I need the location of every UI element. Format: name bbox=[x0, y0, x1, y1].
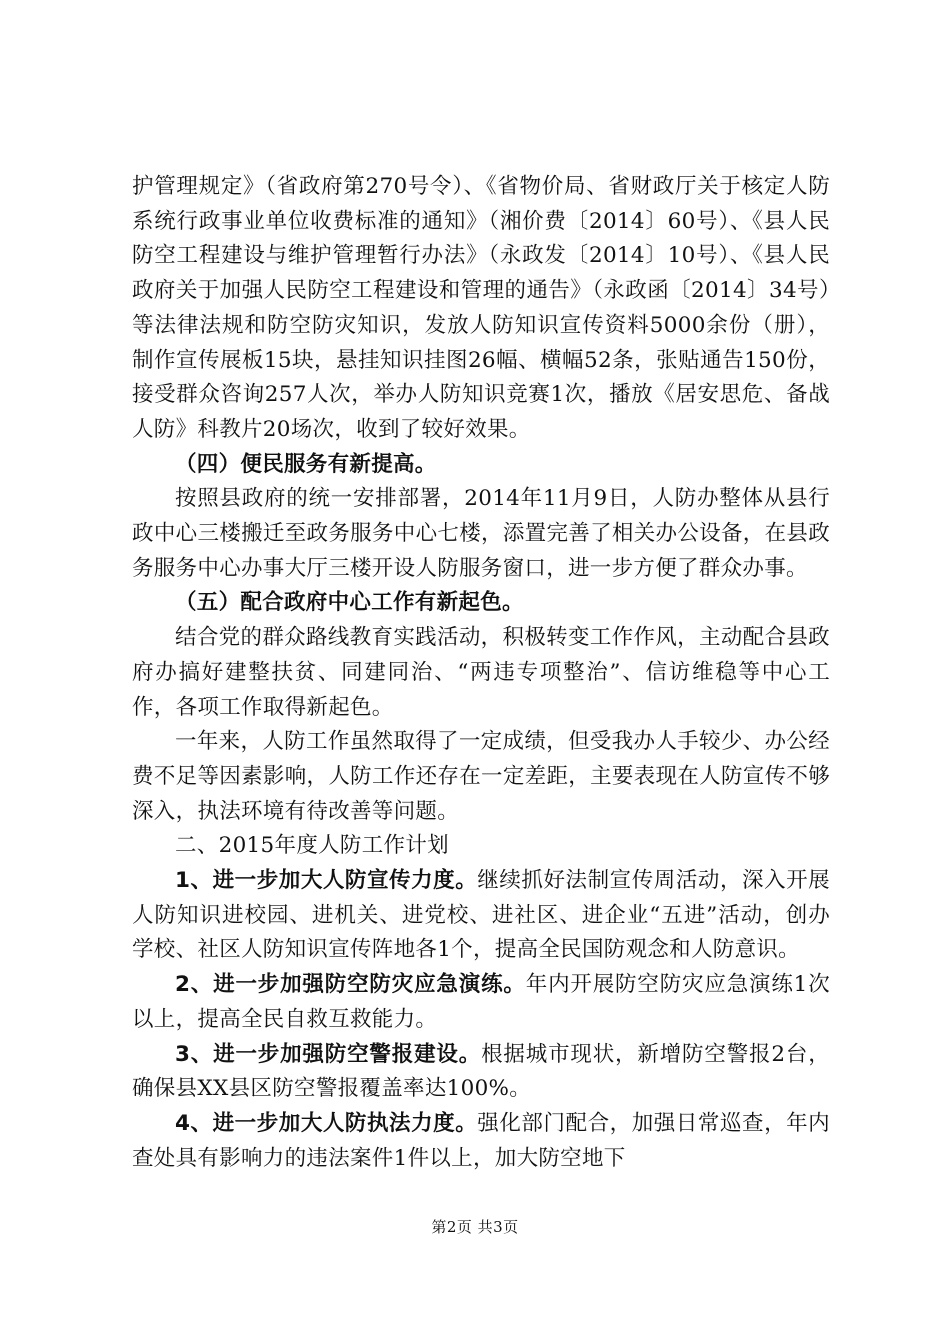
section-heading-2015-plan bbox=[132, 829, 830, 864]
plan-item-text: 强化部门配合，加强日常巡查，年内查处具有影响力的违法案件1件以上，加大防空地下 bbox=[132, 1110, 830, 1171]
subheading-text: （四）便民服务有新提高。 bbox=[175, 451, 437, 477]
document-body bbox=[132, 170, 830, 1176]
plan-item-4 bbox=[132, 1107, 830, 1176]
subheading-government-work bbox=[132, 586, 830, 621]
paragraph-text: 结合党的群众路线教育实践活动，积极转变工作作风，主动配合县政府办搞好建整扶贫、同建同治、“两违专项整治”、信访维稳等中心工作，各项工作取得新起色。 bbox=[132, 625, 830, 720]
plan-item-2 bbox=[132, 968, 830, 1037]
plan-item-text: 根据城市现状，新增防空警报2台，确保县XX县区防空警报覆盖率达100%。 bbox=[132, 1041, 830, 1102]
plan-item-3 bbox=[132, 1038, 830, 1107]
paragraph-continuation bbox=[132, 170, 830, 448]
paragraph-text: 一年来，人防工作虽然取得了一定成绩，但受我办人手较少、办公经费不足等因素影响，人防工作还存在一定差距，主要表现在人防宣传不够深入，执法环境有待改善等问题。 bbox=[132, 729, 830, 824]
paragraph-mass-line bbox=[132, 621, 830, 725]
plan-item-lead: 1、进一步加大人防宣传力度。 bbox=[175, 868, 478, 894]
page-footer bbox=[0, 1216, 950, 1237]
plan-item-lead: 3、进一步加强防空警报建设。 bbox=[175, 1041, 482, 1067]
plan-item-text: 年内开展防空防灾应急演练1次以上，提高全民自救互救能力。 bbox=[132, 972, 830, 1032]
plan-item-lead: 4、进一步加大人防执法力度。 bbox=[175, 1110, 478, 1136]
section-heading-text: 二、2015年度人防工作计划 bbox=[175, 833, 449, 859]
paragraph-text: 按照县政府的统一安排部署，2014年11月9日，人防办整体从县行政中心三楼搬迁至政务服务中心七楼，添置完善了相关办公设备，在县政务服务中心办事大厅三楼开设人防服务窗口，进一步方便了群众办事。 bbox=[132, 486, 830, 581]
paragraph-relocation bbox=[132, 482, 830, 586]
subheading-text: （五）配合政府中心工作有新起色。 bbox=[175, 590, 524, 616]
plan-item-text: 继续抓好法制宣传周活动，深入开展人防知识进校园、进机关、进党校、进社区、进企业“五进”活动，创办学校、社区人防知识宣传阵地各1个，提高全民国防观念和人防意识。 bbox=[132, 868, 830, 963]
paragraph-shortcomings bbox=[132, 725, 830, 829]
paragraph-text: 护管理规定》（省政府第270号令）、《省物价局、省财政厅关于核定人防系统行政事业单位收费标准的通知》（湘价费〔2014〕60号）、《县人民防空工程建设与维护管理暂行办法》（永政发〔2014〕10号）、《县人民政府关于加强人民防空工程建设和管理的通告》（永政函〔2014〕34号）等法律法规和防空防灾知识，发放人防知识宣传资料5000余份（册），制作宣传展板15块，悬挂知识挂图26幅、横幅52条，张贴通告150份，接受群众咨询257人次，举办人防知识竞赛1次，播放《居安思危、备战人防》科教片20场次，收到了较好效果。 bbox=[132, 174, 830, 442]
plan-item-1 bbox=[132, 864, 830, 968]
subheading-convenience-services bbox=[132, 448, 830, 483]
page-number: 第2页 共3页 bbox=[431, 1218, 519, 1236]
plan-item-lead: 2、进一步加强防空防灾应急演练。 bbox=[175, 972, 526, 998]
